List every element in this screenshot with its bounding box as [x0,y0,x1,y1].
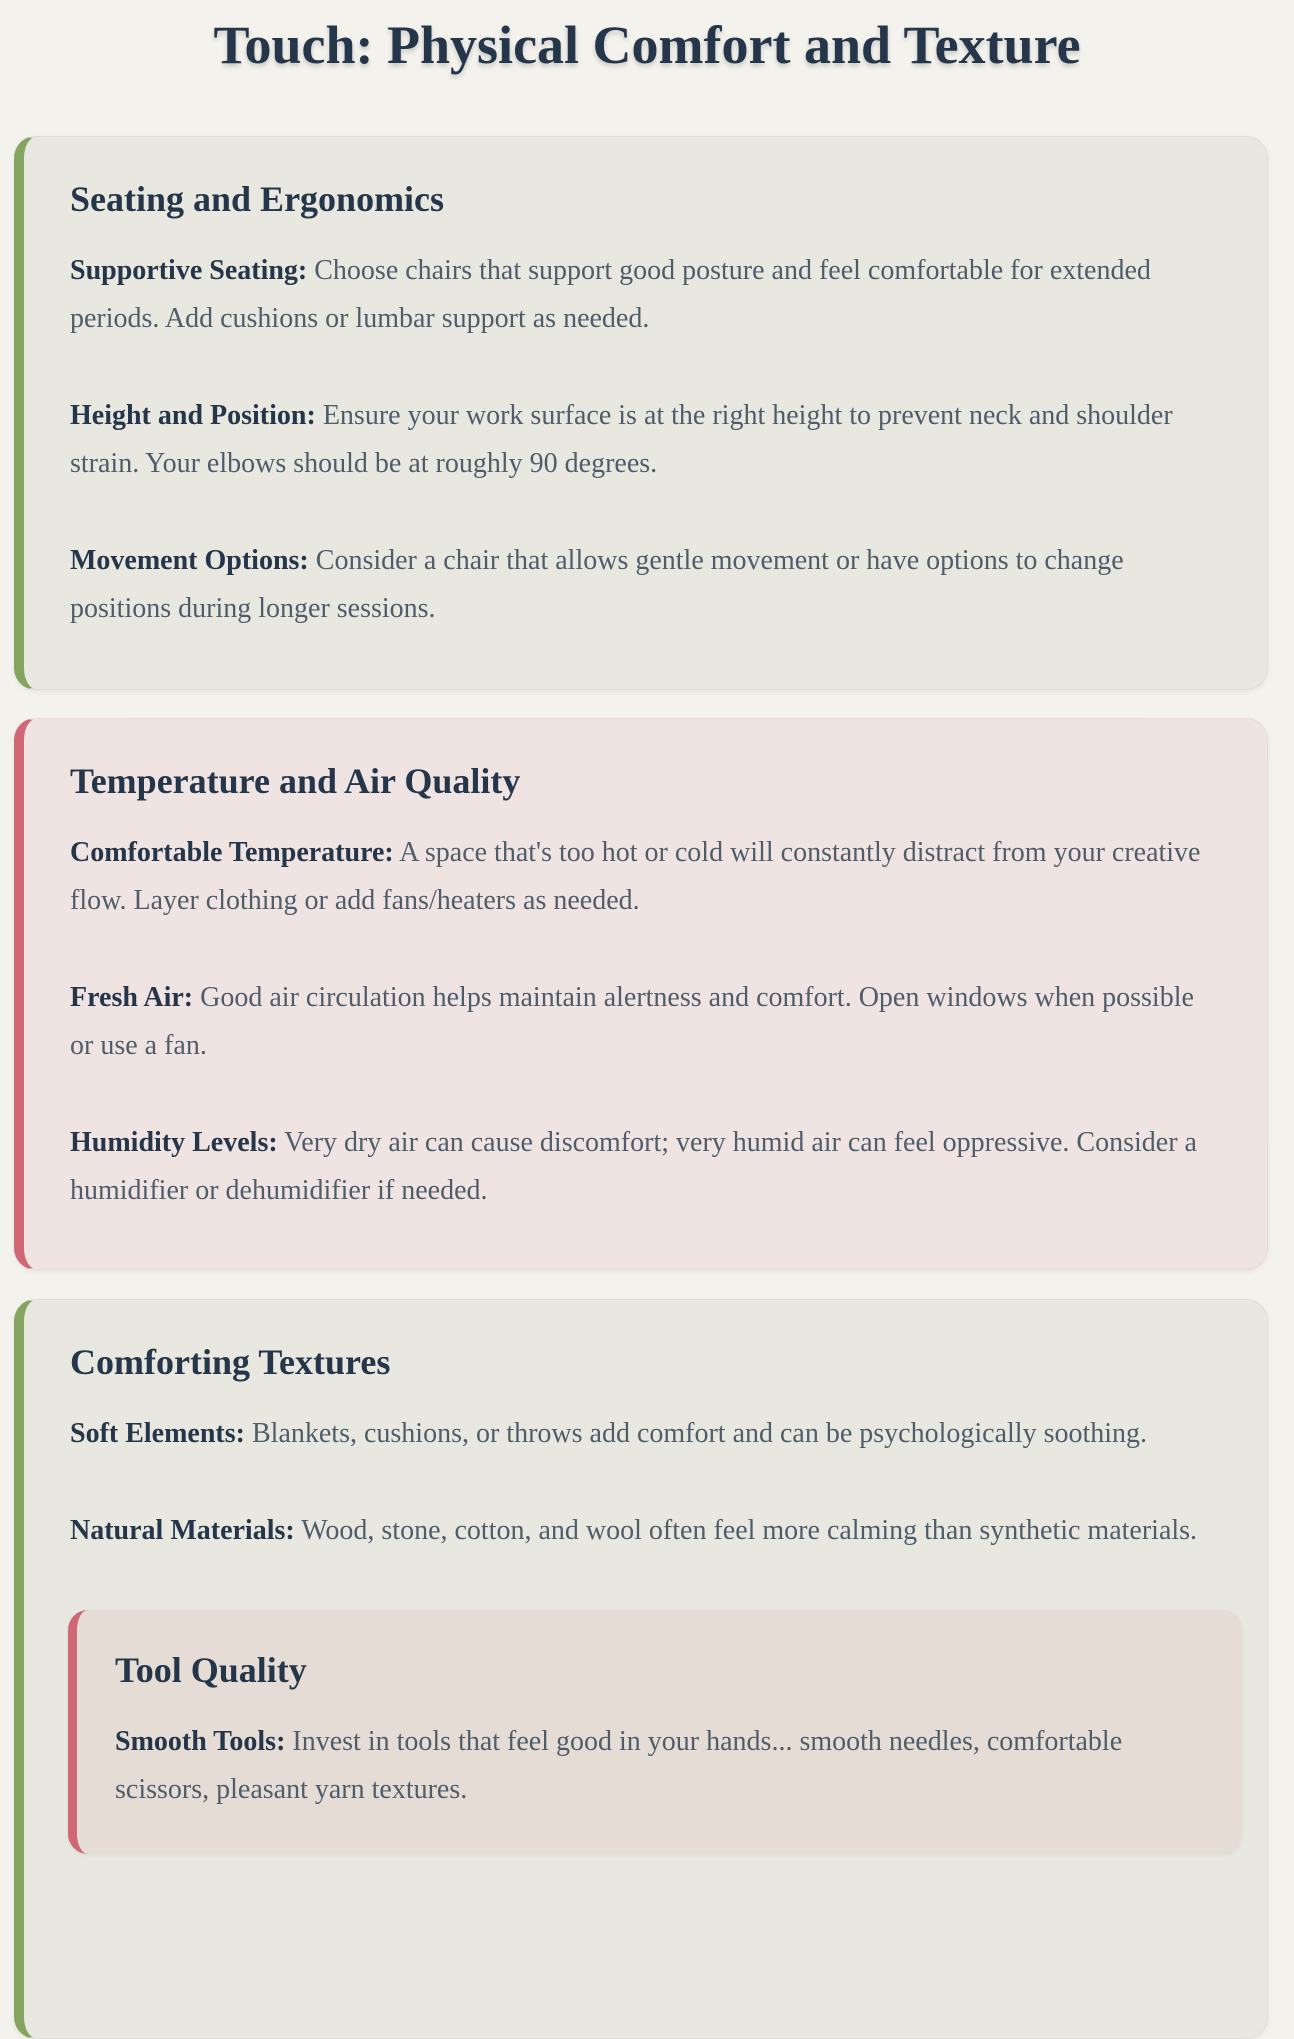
tip-label: Supportive Seating: [70,255,308,286]
tip-comfortable-temperature [70,829,1221,925]
tip-text: Ensure your work surface is at the right height to prevent neck and shoulder strain. Your elbows should be at roughly 90 degrees. [70,400,1173,479]
section-temperature-air-quality [14,718,1268,1270]
tip-text: Blankets, cushions, or throws add comfort and can be psychologically soothing. [244,1418,1148,1449]
tip-smooth-tools [115,1718,1204,1814]
tip-text: Invest in tools that feel good in your hands... smooth needles, comfortable scissors, pleasant yarn textures. [115,1726,1123,1805]
tip-label: Soft Elements: [70,1418,245,1449]
tip-text: Good air circulation helps maintain alertness and comfort. Open windows when possible or use a fan. [70,982,1194,1061]
subsection-tool-quality [68,1610,1242,1854]
tip-label: Height and Position: [70,400,316,431]
tip-text: Consider a chair that allows gentle movement or have options to change positions during longer sessions. [70,545,1124,624]
tip-text: Very dry air can cause discomfort; very humid air can feel oppressive. Consider a humidifier or dehumidifier if needed. [70,1127,1197,1206]
tip-fresh-air [70,974,1221,1070]
tip-natural-materials [70,1507,1221,1555]
section-comforting-textures [14,1299,1268,2039]
tip-label: Smooth Tools: [115,1726,286,1757]
tip-text: A space that's too hot or cold will constantly distract from your creative flow. Layer clothing or add fans/heaters as needed. [70,837,1201,916]
subsection-heading: Tool Quality [115,1650,307,1690]
tip-supportive-seating [70,247,1221,343]
tip-humidity-levels [70,1119,1221,1215]
tip-height-position [70,392,1221,488]
section-heading: Seating and Ergonomics [70,179,445,219]
tip-label: Humidity Levels: [70,1127,278,1158]
tip-text: Choose chairs that support good posture and feel comfortable for extended periods. Add cushions or lumbar support as needed. [70,255,1151,334]
tip-text: Wood, stone, cotton, and wool often feel more calming than synthetic materials. [294,1515,1198,1546]
section-seating-ergonomics [14,136,1268,690]
tip-label: Natural Materials: [70,1515,295,1546]
tip-movement-options [70,537,1221,633]
page-title: Touch: Physical Comfort and Texture [213,15,1081,75]
section-heading: Temperature and Air Quality [70,761,521,801]
tip-soft-elements [70,1410,1221,1458]
section-heading: Comforting Textures [70,1342,391,1382]
tip-label: Comfortable Temperature: [70,837,394,868]
tip-label: Movement Options: [70,545,309,576]
tip-label: Fresh Air: [70,982,194,1013]
